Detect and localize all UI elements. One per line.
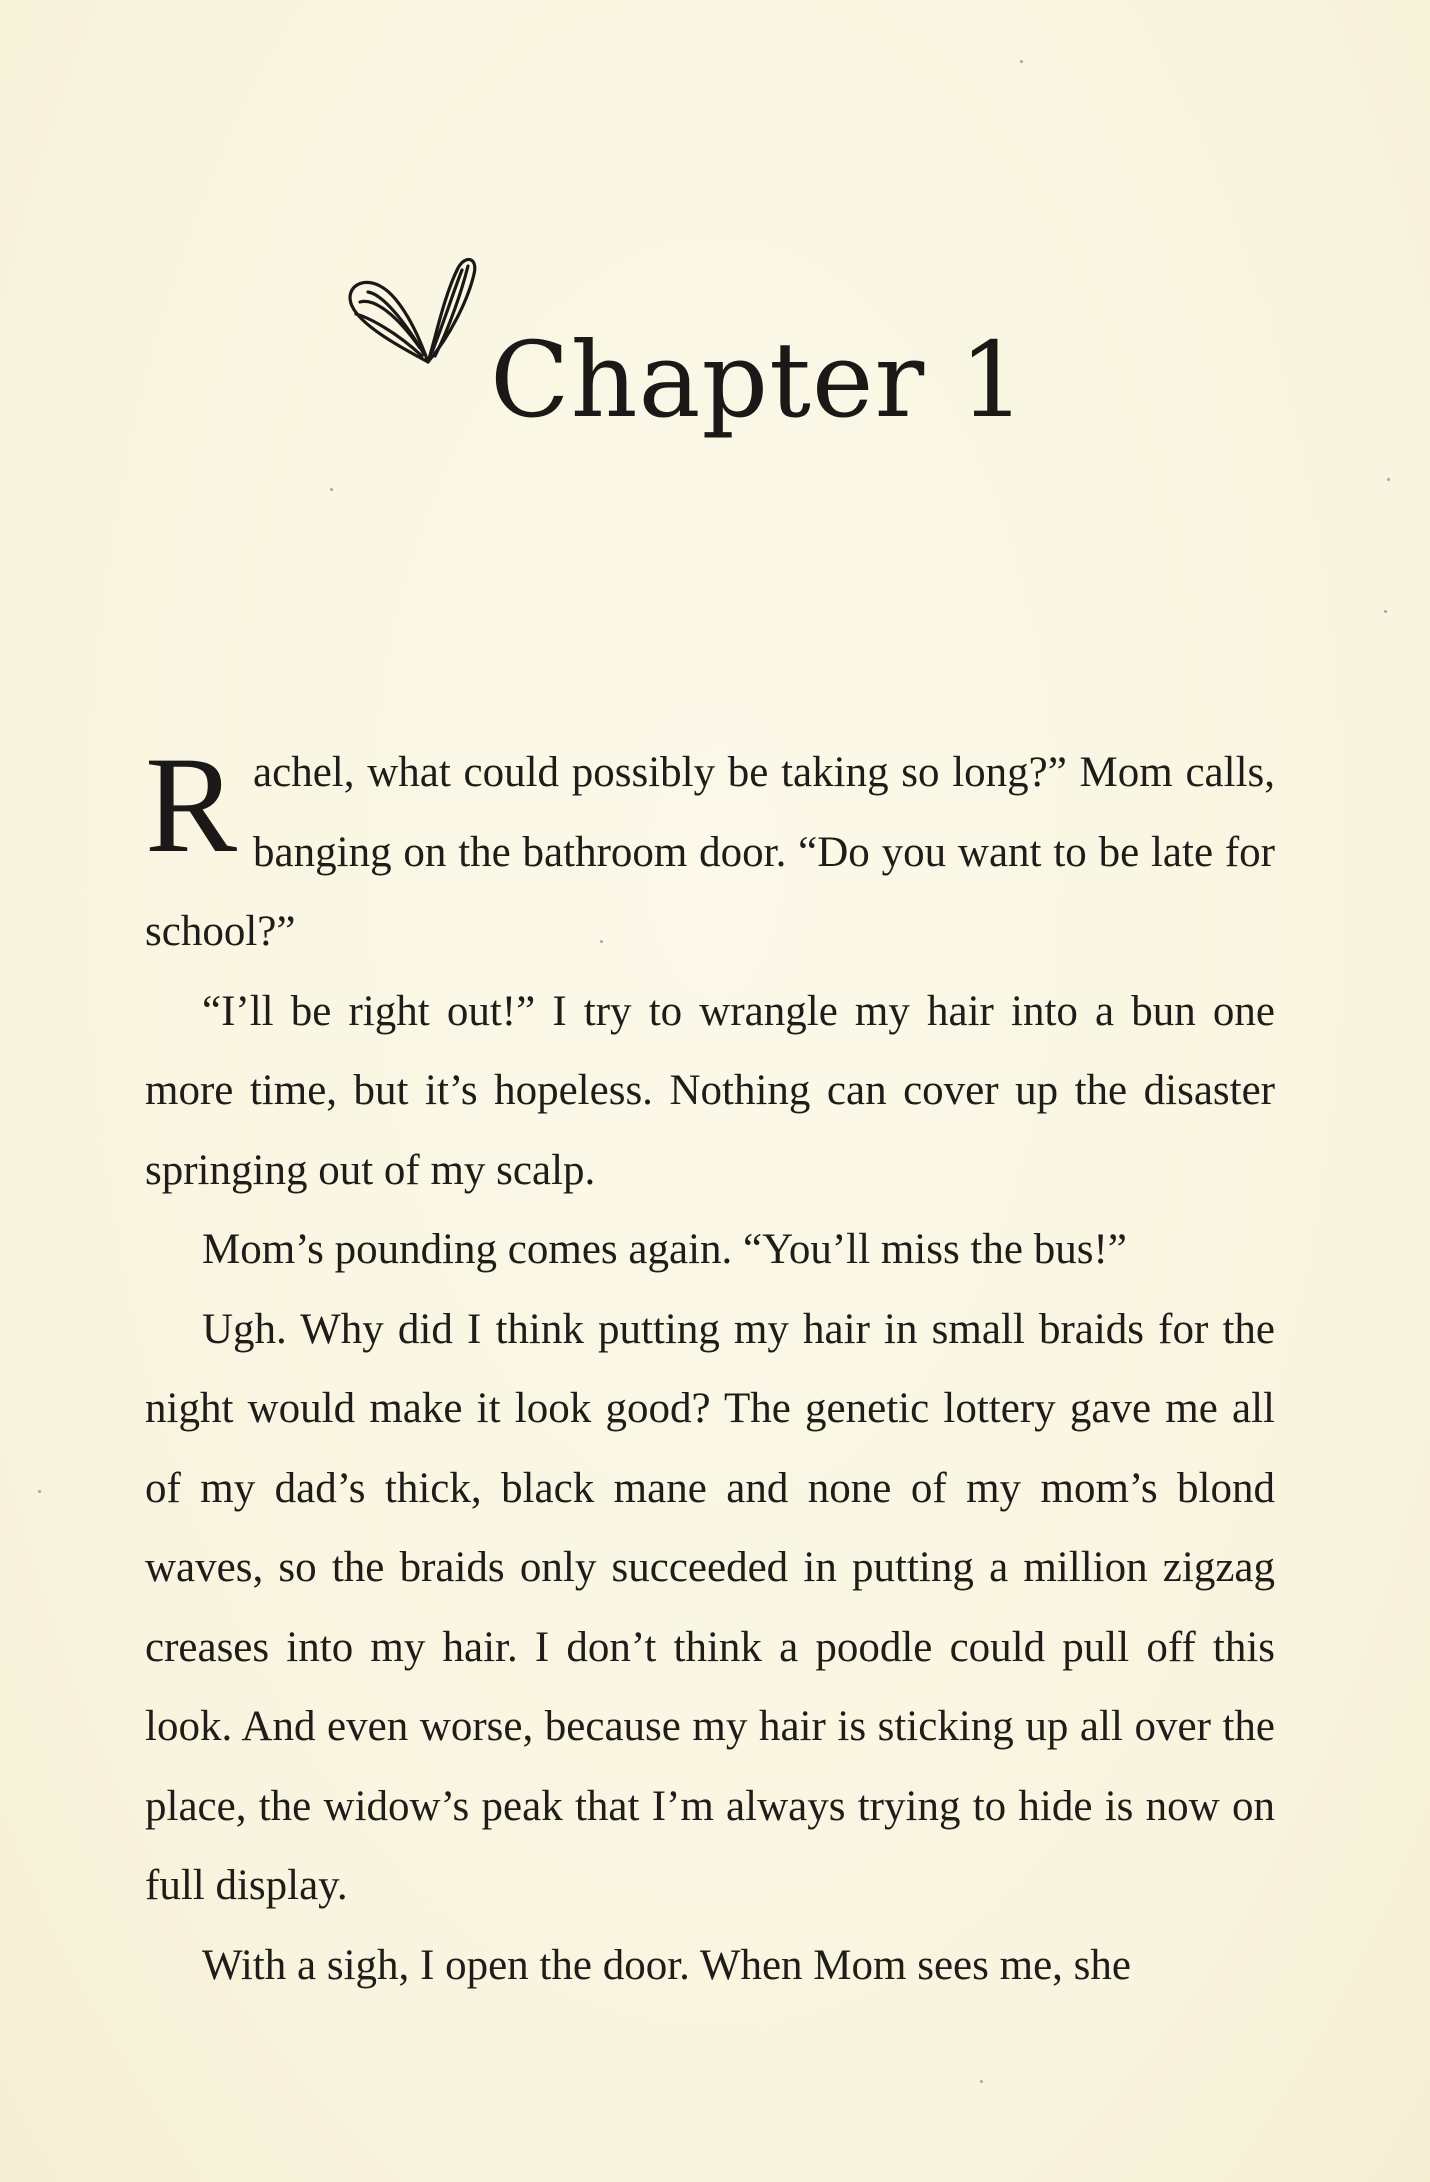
paper-speck [980, 2080, 983, 2083]
paper-speck [330, 488, 333, 491]
body-text [145, 728, 1275, 2005]
paragraph: With a sigh, I open the door. When Mom sees me, she [202, 1941, 1131, 1989]
paragraph: Mom’s pounding comes again. “You’ll miss the bus!” [202, 1226, 1127, 1273]
paragraph [145, 728, 1275, 972]
paper-speck [600, 940, 603, 943]
heart-icon [340, 244, 480, 374]
paragraph-text: achel, what could possibly be taking so long?” Mom calls, banging on the bathroom door. “Do you want to be late for school?” [145, 749, 1275, 955]
paper-speck [38, 1490, 41, 1493]
paragraph: “I’ll be right out!” I try to wrangle my hair into a bun one more time, but it’s hopeless. Nothing can cover up the disaster springing out of my scalp. [145, 987, 1275, 1194]
paper-speck [1384, 610, 1387, 613]
paragraph: Ugh. Why did I think putting my hair in small braids for the night would make it look good? The genetic lottery gave me all of my dad’s thick, black mane and none of my mom’s blond waves, so the braids only succeeded in putting a million zigzag creases into my hair. I don’t think a poodle could pull off this look. And even worse, because my hair is sticking up all over the place, the widow’s peak that I’m always trying to hide is now on full display. [145, 1305, 1275, 1909]
drop-cap: R [145, 728, 238, 881]
paper-speck [1387, 478, 1390, 481]
paper-speck [1020, 60, 1023, 63]
chapter-title: Chapter 1 [490, 319, 1027, 441]
